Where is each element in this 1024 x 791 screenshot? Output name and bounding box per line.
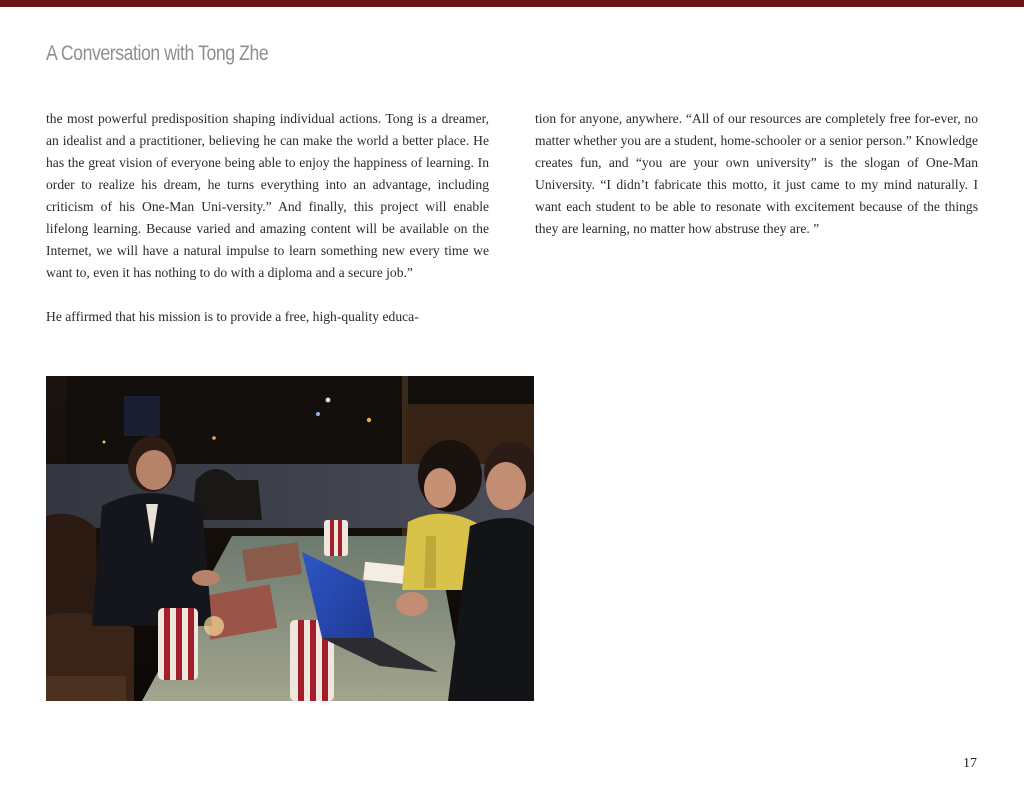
paragraph-2-start: He affirmed that his mission is to provide a free, high-quality educa- — [46, 309, 419, 324]
left-text-column — [46, 108, 489, 328]
paragraph-1: the most powerful predisposition shaping individual actions. Tong is a dreamer, an idealist and a practitioner, believing he can make the world a better place. He has the great vision of everyone being able to enjoy the happiness of learning. In order to realize his dream, he turns everything into an advantage, including criticism of his One-Man Uni-versity.” And finally, this project will enable lifelong learning. Because varied and amazing content will be available on the Internet, we will have a natural impulse to learn something new every time we want to, even it has nothing to do with a diploma and a secure job.” — [46, 111, 489, 280]
interview-photo — [46, 376, 534, 701]
top-accent-rule — [0, 0, 1024, 7]
right-text-column — [535, 108, 978, 240]
running-title: A Conversation with Tong Zhe — [46, 42, 269, 65]
page-number: 17 — [963, 756, 977, 771]
paragraph-2-continued: tion for anyone, anywhere. “All of our resources are completely free for-ever, no matter whether you are a student, home-schooler or a senior person.” Knowledge creates fun, and “you are your own university” is the slogan of One-Man University. “I didn’t fabricate this motto, it just came to my mind naturally. I want each student to be able to resonate with excitement because of the things they are learning, no matter how abstruse they are. ” — [535, 111, 978, 236]
